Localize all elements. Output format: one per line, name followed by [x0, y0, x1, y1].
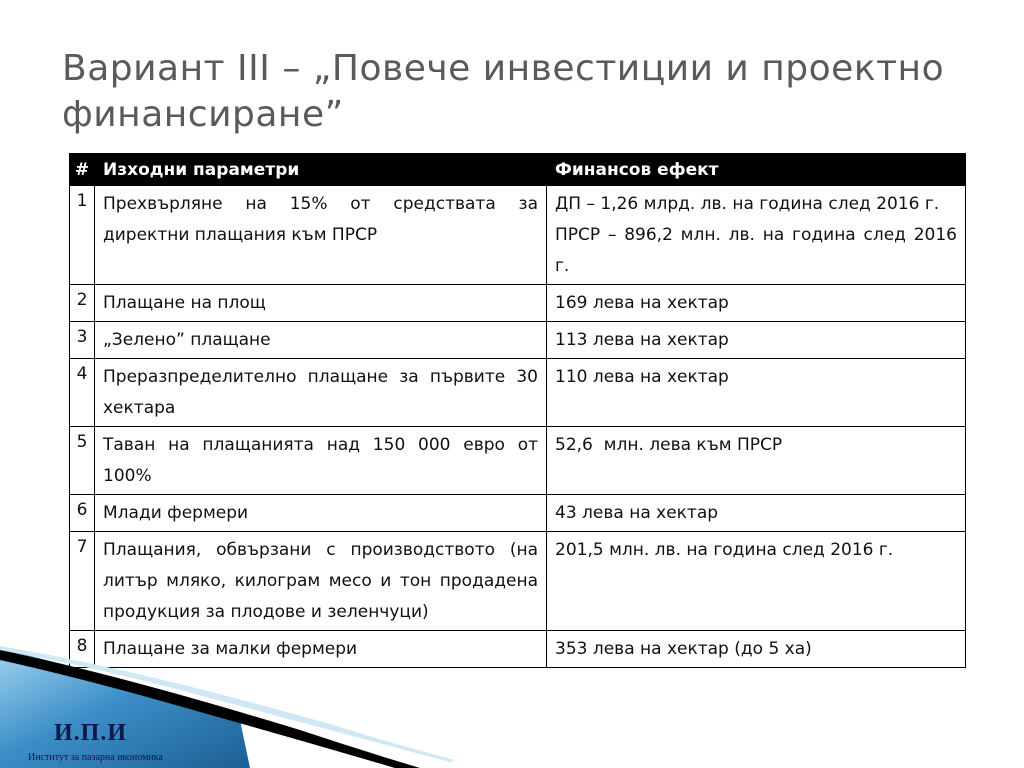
row-param: „Зелено” плащане	[95, 322, 547, 359]
ipi-logo: И.П.И	[54, 720, 128, 746]
table-row	[70, 322, 966, 359]
row-effect: 43 лева на хектар	[547, 495, 966, 532]
table-row	[70, 285, 966, 322]
effect-line: ДП – 1,26 млрд. лв. на година след 2016 г.	[555, 194, 940, 214]
row-param: Таван на плащанията над 150 000 евро от 100%	[95, 427, 547, 495]
row-param: Прехвърляне на 15% от средствата за директни плащания към ПРСР	[95, 186, 547, 285]
header-effect: Финансов ефект	[547, 154, 966, 186]
row-number: 4	[70, 359, 95, 427]
parameters-table	[69, 153, 966, 668]
row-param: Плащания, обвързани с производството (на литър мляко, килограм месо и тон продадена продукция за плодове и зеленчуци)	[95, 532, 547, 631]
table-header-row	[70, 154, 966, 186]
row-number: 8	[70, 631, 95, 668]
row-effect: 113 лева на хектар	[547, 322, 966, 359]
row-param: Плащане на площ	[95, 285, 547, 322]
row-effect: 201,5 млн. лв. на година след 2016 г.	[547, 532, 966, 631]
row-number: 6	[70, 495, 95, 532]
table-row	[70, 427, 966, 495]
row-effect	[547, 186, 966, 285]
header-number: #	[70, 154, 95, 186]
row-number: 3	[70, 322, 95, 359]
effect-line: ПРСР – 896,2 млн. лв. на година след 2016 г.	[555, 225, 957, 276]
row-effect: 110 лева на хектар	[547, 359, 966, 427]
row-param: Млади фермери	[95, 495, 547, 532]
decorative-swoosh	[0, 600, 1024, 768]
row-number: 5	[70, 427, 95, 495]
table-row	[70, 186, 966, 285]
row-param: Преразпределително плащане за първите 30 хектара	[95, 359, 547, 427]
slide-title: Вариант III – „Повече инвестиции и проектно финансиране”	[62, 48, 945, 135]
table-row	[70, 359, 966, 427]
row-effect: 353 лева на хектар (до 5 ха)	[547, 631, 966, 668]
header-params: Изходни параметри	[95, 154, 547, 186]
row-number: 7	[70, 532, 95, 631]
ipi-logo-subtitle: Институт за пазарна икономика	[28, 752, 163, 763]
row-number: 2	[70, 285, 95, 322]
row-effect: 52,6 млн. лева към ПРСР	[547, 427, 966, 495]
row-param: Плащане за малки фермери	[95, 631, 547, 668]
row-effect: 169 лева на хектар	[547, 285, 966, 322]
row-number: 1	[70, 186, 95, 285]
table-row	[70, 495, 966, 532]
